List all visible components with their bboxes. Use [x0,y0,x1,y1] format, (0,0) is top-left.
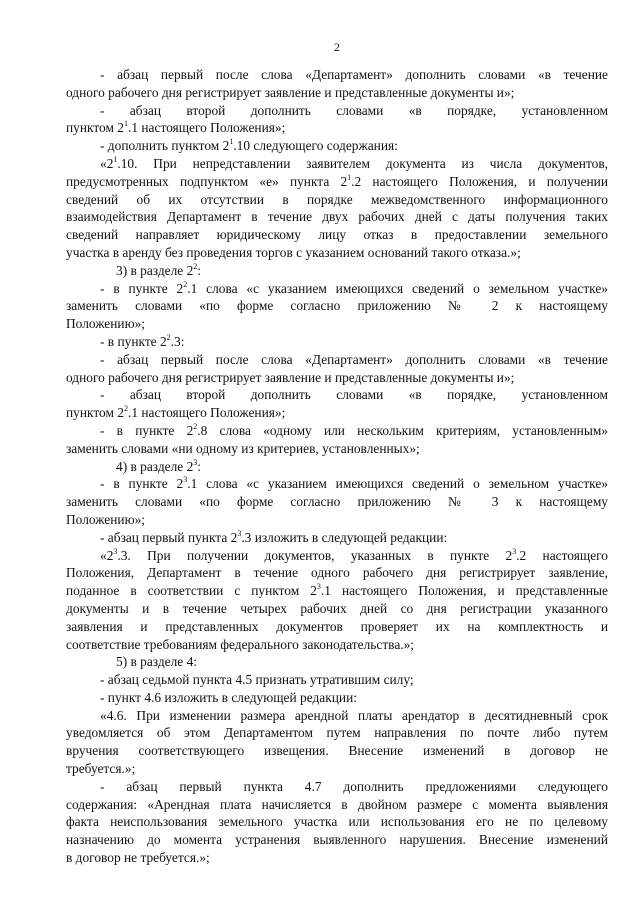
text-segment: .1 настоящего Положения»; [128,120,286,136]
superscript: 1 [113,154,118,164]
text-segment: - абзац первый после слова «Департамент» дополнить словами «в течение [100,67,608,82]
text-line [66,137,608,155]
text-line [66,742,608,760]
text-line [66,475,608,493]
document-body [66,66,608,867]
text-segment: назначению до момента устранения выявленного нарушения. Внесение изменений [66,832,608,848]
text-line [66,315,608,333]
text-line [66,297,608,315]
superscript: 2 [193,261,198,271]
text-segment: .2 настоящего [516,547,608,563]
superscript: 1 [229,137,234,147]
text-segment: содержания: «Арендная плата начисляется в двойном размере с момента выявления [66,796,608,812]
text-line [66,458,608,476]
text-segment: : [197,458,202,474]
text-line [66,636,608,654]
superscript: 2 [166,332,171,342]
text-line [66,760,608,778]
text-segment: : [197,262,202,278]
text-line [66,564,608,582]
text-segment: Положению»; [66,316,146,332]
superscript: 1 [347,172,352,182]
text-line [66,404,608,422]
superscript: 3 [193,457,198,467]
text-line [66,173,608,191]
text-segment: .8 слова «одному или нескольким критериям, установленным» [197,422,608,438]
text-segment: Положению»; [66,511,146,527]
text-line [66,155,608,173]
text-line [66,600,608,618]
text-segment: пунктом 2 [66,120,124,136]
text-segment: .10 следующего содержания: [233,138,398,154]
superscript: 3 [183,475,188,485]
text-segment: - абзац седьмой пункта 4.5 признать утратившим силу; [100,672,414,688]
text-segment: - абзац первый пункта 4.7 дополнить предложениями следующего [100,778,608,794]
text-segment: вручения соответствующего извещения. Внесение изменений в договор не [66,743,608,759]
text-segment: - абзац второй дополнить словами «в порядке, установленном [100,102,608,118]
text-segment: - абзац второй дополнить словами «в порядке, установленном [100,387,608,403]
text-line [66,724,608,742]
text-line [66,849,608,867]
text-segment: - в пункте 2 [100,333,167,349]
text-line [66,226,608,244]
text-line [66,102,608,120]
text-line [66,582,608,600]
superscript: 2 [183,279,188,289]
text-segment: заменить словами «по форме согласно приложению № 2 к настоящему [66,298,608,314]
text-line [66,119,608,137]
text-line [66,671,608,689]
text-line [66,707,608,725]
text-line [66,386,608,404]
text-segment: одного рабочего дня регистрирует заявление и представленные документы и»; [66,369,515,385]
text-segment: 5) в разделе 4: [116,654,198,670]
text-segment: одного рабочего дня регистрирует заявление и представленные документы и»; [66,84,515,100]
text-segment: - абзац первый пункта 2 [100,529,238,545]
text-segment: документы и в течение четырех рабочих дней со дня регистрации указанного [66,600,608,616]
text-segment: участка в аренду без проведения торгов с указанием оснований такого отказа.»; [66,244,521,260]
text-segment: .2 настоящего Положения, и получении [351,173,608,189]
text-segment: пунктом 2 [66,405,124,421]
text-line [66,529,608,547]
text-line [66,653,608,671]
text-segment: сведений об их отсутствии в порядке межведомственного информационного [66,191,608,207]
text-segment: заменить словами «ни одному из критериев, установленных»; [66,440,420,456]
text-line [66,244,608,262]
text-segment: 4) в разделе 2 [116,458,194,474]
text-segment: - абзац первый после слова «Департамент» дополнить словами «в течение [100,351,608,367]
text-segment: .1 слова «с указанием имеющихся сведений о земельном участке» [187,280,608,296]
text-line [66,813,608,831]
text-line [66,493,608,511]
text-segment: в договор не требуется.»; [66,850,210,866]
text-segment: .10. При непредставлении заявителем документа из числа документов, [117,155,608,171]
text-line [66,618,608,636]
text-segment: .1 настоящего Положения»; [128,405,286,421]
text-segment: сведений направляет юридическому лицу отказ в предоставлении земельного [66,227,608,243]
text-line [66,369,608,387]
text-line [66,440,608,458]
text-segment: поданное в соответствии с пунктом 2 [66,583,317,599]
text-line [66,84,608,102]
text-line [66,351,608,369]
text-line [66,796,608,814]
text-line [66,66,608,84]
text-segment: - в пункте 2 [100,280,184,296]
superscript: 1 [124,119,128,129]
superscript: 3 [316,582,321,592]
text-segment: заявления и представленных документов проверяет их на комплектность и [66,618,608,634]
text-line [66,208,608,226]
text-line [66,262,608,280]
text-segment: .3: [170,333,185,349]
text-segment: взаимодействия Департамент в течение двух рабочих дней с даты получения таких [66,209,608,225]
superscript: 3 [113,546,118,556]
text-line [66,511,608,529]
text-line [66,778,608,796]
text-segment: «2 [100,155,114,171]
text-line [66,333,608,351]
text-segment: требуется.»; [66,761,136,777]
text-line [66,689,608,707]
text-segment: соответствие требованиям федерального законодательства.»; [66,636,415,652]
text-segment: 3) в разделе 2 [116,262,194,278]
text-line [66,547,608,565]
text-segment: «2 [100,547,114,563]
superscript: 2 [124,404,128,414]
text-line [66,831,608,849]
text-segment: факта неиспользования земельного участка или использования его не по целевому [66,814,608,830]
text-line [66,280,608,298]
text-segment: - пункт 4.6 изложить в следующей редакции: [100,689,357,705]
text-segment: .1 настоящего Положения, и представленные [320,583,608,599]
superscript: 2 [193,421,198,431]
text-segment: - в пункте 2 [100,422,194,438]
text-segment: .3. При получении документов, указанных в пункте 2 [117,547,513,563]
text-segment: «4.6. При изменении размера арендной платы арендатор в десятидневный срок [100,707,608,723]
text-segment: .3 изложить в следующей редакции: [241,529,448,545]
superscript: 3 [512,546,517,556]
text-segment: предусмотренных подпунктом «е» пункта 2 [66,173,348,189]
page-number: 2 [334,40,340,54]
text-segment: заменить словами «по форме согласно приложению № 3 к настоящему [66,494,608,510]
text-segment: уведомляется об этом Департаментом путем направления по почте либо путем [66,725,608,741]
text-segment: - дополнить пунктом 2 [100,138,230,154]
text-segment: Положения, Департамент в течение одного рабочего дня регистрирует заявление, [66,565,608,581]
text-segment: .1 слова «с указанием имеющихся сведений о земельном участке» [187,476,608,492]
text-segment: - в пункте 2 [100,476,184,492]
superscript: 3 [237,528,242,538]
text-line [66,191,608,209]
text-line [66,422,608,440]
